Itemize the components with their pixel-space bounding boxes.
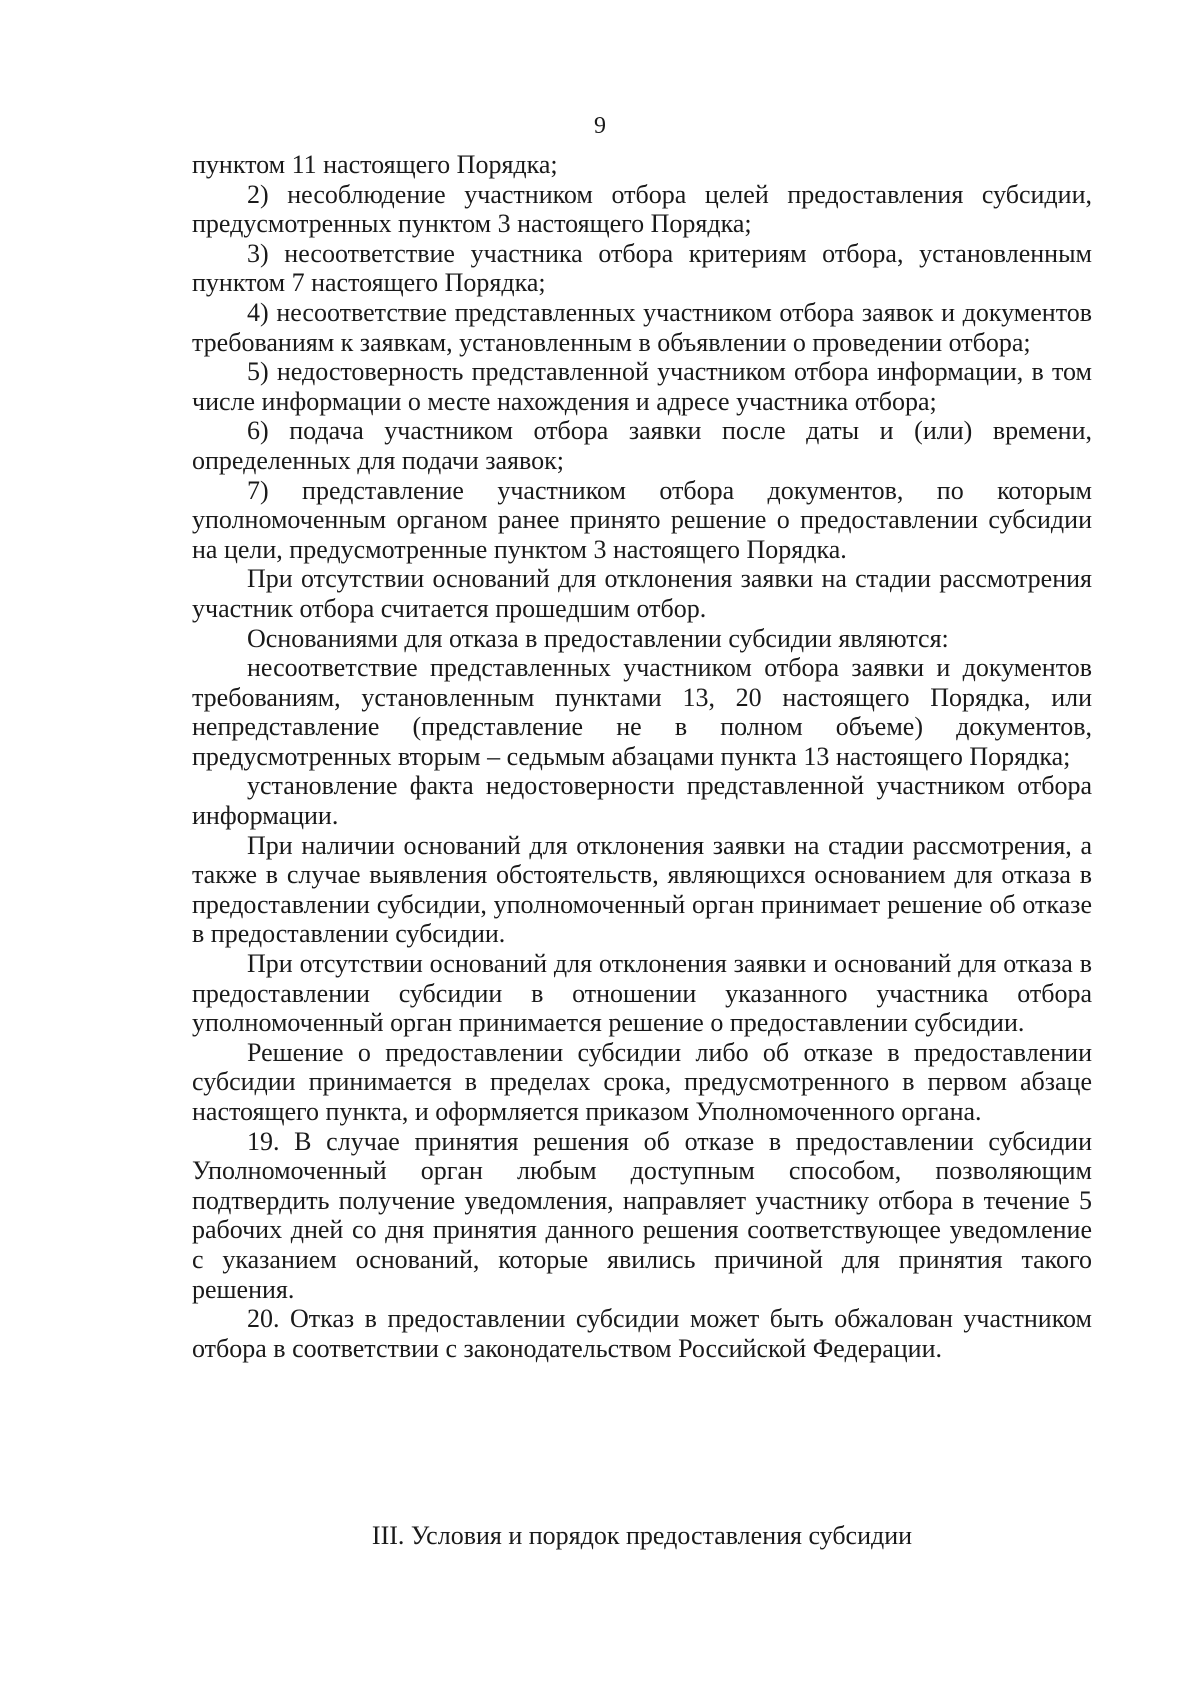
paragraph-4: 4) несоответствие представленных участником отбора заявок и документов требованиям к заявкам, установленным в объявлении о проведении отбора; — [192, 297, 1092, 357]
paragraph-8: При отсутствии оснований для отклонения заявки на стадии рассмотрения участник отбора считается прошедшим отбор. — [192, 564, 1092, 623]
paragraph-14: Решение о предоставлении субсидии либо об отказе в предоставлении субсидии принимается в пределах срока, предусмотренного в первом абзаце настоящего пункта, и оформляется приказом Уполномоченного органа. — [192, 1037, 1092, 1126]
paragraph-2: 2) несоблюдение участником отбора целей предоставления субсидии, предусмотренных пунктом 3 настоящего Порядка; — [192, 179, 1092, 239]
paragraph-13: При отсутствии оснований для отклонения заявки и оснований для отказа в предоставлении субсидии в отношении указанного участника отбора уполномоченный орган принимается решение о предоставлении субсидии. — [192, 949, 1092, 1038]
paragraph-3: 3) несоответствие участника отбора критериям отбора, установленным пунктом 7 настоящего Порядка; — [192, 238, 1092, 298]
page-number: 9 — [594, 113, 606, 139]
paragraph-12: При наличии оснований для отклонения заявки на стадии рассмотрения, а также в случае выявления обстоятельств, являющихся основанием для отказа в предоставлении субсидии, уполномоченный орган принимает решение об отказе в предоставлении субсидии. — [192, 830, 1092, 949]
paragraph-10: несоответствие представленных участником отбора заявки и документов требованиям, установленным пунктами 13, 20 настоящего Порядка, или непредставление (представление не в полном объеме) документов, предусмотренных вторым – седьмым абзацами пункта 13 настоящего Порядка; — [192, 653, 1092, 771]
paragraph-15: 19. В случае принятия решения об отказе в предоставлении субсидии Уполномоченный орган любым доступным способом, позволяющим подтвердить получение уведомления, направляет участнику отбора в течение 5 рабочих дней со дня принятия данного решения соответствующее уведомление с указанием оснований, которые явились причиной для принятия такого решения. — [192, 1126, 1092, 1304]
document-body — [192, 150, 1092, 1363]
paragraph-11: установление факта недостоверности представленной участником отбора информации. — [192, 771, 1092, 831]
paragraph-1: пунктом 11 настоящего Порядка; — [192, 150, 558, 179]
paragraph-7: 7) представление участником отбора документов, по которым уполномоченным органом ранее принято решение о предоставлении субсидии на цели, предусмотренные пунктом 3 настоящего Порядка. — [192, 475, 1092, 564]
paragraph-5: 5) недостоверность представленной участником отбора информации, в том числе информации о месте нахождения и адресе участника отбора; — [192, 357, 1092, 416]
paragraph-6: 6) подача участником отбора заявки после даты и (или) времени, определенных для подачи заявок; — [192, 416, 1092, 475]
paragraph-16: 20. Отказ в предоставлении субсидии может быть обжалован участником отбора в соответствии с законодательством Российской Федерации. — [192, 1304, 1092, 1363]
paragraph-9: Основаниями для отказа в предоставлении субсидии являются: — [247, 623, 949, 653]
section-heading: III. Условия и порядок предоставления субсидии — [371, 1521, 913, 1550]
